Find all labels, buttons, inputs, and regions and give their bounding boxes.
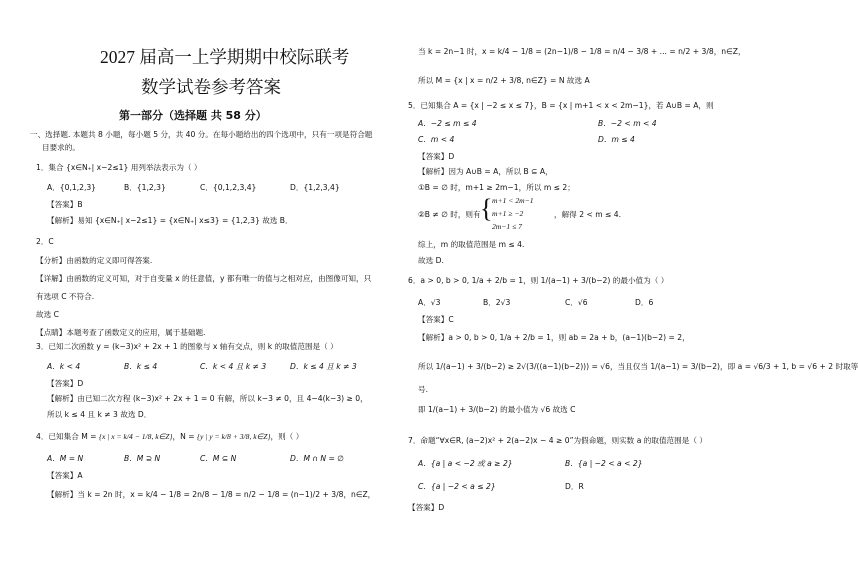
q2-conclusion: 故选 C [36,310,59,319]
q6-analysis-line-4: 即 1/(a−1) + 3/(b−2) 的最小值为 √6 故选 C [418,405,576,414]
q7-stem: 7．命题“∀x∈R, (a−2)x² + 2(a−2)x − 4 ≥ 0”为假命题，则实数 a 的取值范围是（ ） [408,436,707,445]
q2-xiangjie-line-2: 有选项 C 不符合. [36,292,95,301]
q6-option-b: B．2√3 [483,298,511,307]
q6-option-c: C．√6 [565,298,588,307]
q7-option-c: C．{a | −2 < a ≤ 2} [418,482,496,491]
q3-stem: 3．已知二次函数 y = (k−3)x² + 2x + 1 的图象与 x 轴有交点，则 k 的取值范围是（ ） [36,342,338,351]
q1-analysis: 【解析】易知 {x∈N₊| x−2≤1} = {x∈N₊| x≤3} = {1,2,3} 故选 B． [47,216,293,225]
q5-analysis-line-1: 【解析】因为 A∪B = A，所以 B ⊆ A， [418,167,553,176]
q6-option-d: D．6 [635,298,654,307]
q5-option-a: A．−2 ≤ m ≤ 4 [418,119,477,128]
q3-option-c: C．k < 4 且 k ≠ 3 [200,362,267,371]
q3-option-a: A．k < 4 [47,362,81,371]
q5-conclusion: 故选 D. [418,256,444,265]
q5-system-row-2: m+1 ≥ −2 [492,209,524,218]
q3-analysis-line-2: 所以 k ≤ 4 且 k ≠ 3 故选 D． [47,410,152,419]
q5-answer: 【答案】D [418,152,455,161]
q5-analysis-line-3: ②B ≠ ∅ 时，则有 [418,210,481,219]
q1-option-d: D．{1,2,3,4} [290,183,340,192]
q4-analysis: 【解析】当 k = 2n 时，x = k/4 − 1/8 = 2n/8 − 1/8 = n/2 − 1/8 = (n−1)/2 + 3/8，n∈Z， [47,490,376,499]
q6-option-a: A．√3 [418,298,441,307]
q5-system-row-3: 2m−1 ≤ 7 [492,222,522,231]
q4-option-a: A．M = N [47,454,84,463]
q5-system-row-1: m+1 < 2m−1 [492,196,534,205]
q2-stem: 2．C [36,237,54,246]
q1-answer: 【答案】B [47,200,83,209]
q6-stem: 6．a > 0, b > 0, 1/a + 2/b = 1，则 1/(a−1) + 3/(b−2) 的最小值为（ ） [408,276,669,285]
q6-answer: 【答案】C [418,315,454,324]
q7-option-d: D．R [565,482,584,491]
section-heading: 第一部分（选择题 共 58 分） [119,109,267,122]
document-subtitle: 数学试卷参考答案 [141,77,281,97]
q2-dianjing: 【点睛】本题考查了函数定义的应用，属于基础题. [36,328,206,337]
q1-option-a: A．{0,1,2,3} [47,183,97,192]
intro-line-1: 一、选择题. 本题共 8 小题，每小题 5 分，共 40 分。在每小题给出的四个选项中，只有一项是符合题 [30,130,373,139]
q6-analysis-line-2: 所以 1/(a−1) + 3/(b−2) ≥ 2√(3/((a−1)(b−2))) = √6，当且仅当 1/(a−1) = 3/(b−2)，即 a = √6/3 + 1, b = √6 + 2 时取等 [418,362,858,371]
q6-analysis-line-3: 号. [418,385,429,394]
q1-option-b: B．{1,2,3} [124,183,166,192]
q4-stem: 4．已知集合 M = {x | x = k/4 − 1/8, k∈Z}，N = {y | y = k/8 + 3/8, k∈Z}，则（ ） [36,432,304,441]
q3-answer: 【答案】D [47,379,84,388]
q4-set-n: {y | y = k/8 + 3/8, k∈Z} [196,432,271,441]
q4-answer: 【答案】A [47,471,83,480]
q2-xiangjie-line-1: 【详解】由函数的定义可知，对于自变量 x 的任意值，y 都有唯一的值与之相对应，由图像可知，只 [36,274,372,283]
q5-analysis-line-4: 综上，m 的取值范围是 m ≤ 4. [418,240,525,249]
q4-continued-line-2: 所以 M = {x | x = n/2 + 3/8, n∈Z} = N 故选 A [418,76,590,85]
q7-option-a: A．{a | a < −2 或 a ≥ 2} [418,459,513,468]
q4-continued-line-1: 当 k = 2n−1 时，x = k/4 − 1/8 = (2n−1)/8 − 1/8 = n/4 − 3/8 + ... = n/2 + 3/8，n∈Z， [418,47,746,56]
q5-option-b: B．−2 < m < 4 [598,119,657,128]
q6-analysis-line-1: 【解析】a > 0, b > 0, 1/a + 2/b = 1，则 ab = 2a + b，(a−1)(b−2) = 2， [418,333,690,342]
q5-stem: 5．已知集合 A = {x | −2 ≤ x ≤ 7}，B = {x | m+1 < x < 2m−1}，若 A∪B = A，则 [408,101,714,110]
q5-analysis-line-3b: ，解得 2 < m ≤ 4. [554,210,622,219]
document-title: 2027 届高一上学期期中校际联考 [100,47,350,67]
q5-system-brace: { [480,194,493,223]
q5-option-d: D．m ≤ 4 [598,135,635,144]
q4-option-c: C．M ⊆ N [200,454,237,463]
q7-answer: 【答案】D [408,503,445,512]
q2-fenxi: 【分析】由函数的定义即可得答案. [36,256,153,265]
q1-stem: 1．集合 {x∈N₊| x−2≤1} 用列举法表示为（ ） [36,163,202,172]
q3-option-b: B．k ≤ 4 [124,362,158,371]
q7-option-b: B．{a | −2 < a < 2} [565,459,643,468]
q5-option-c: C．m < 4 [418,135,455,144]
q3-analysis-line-1: 【解析】由已知二次方程 (k−3)x² + 2x + 1 = 0 有解，所以 k−3 ≠ 0，且 4−4(k−3) ≥ 0， [47,394,368,403]
q4-set-m: {x | x = k/4 − 1/8, k∈Z} [98,432,173,441]
q3-option-d: D．k ≤ 4 且 k ≠ 3 [290,362,357,371]
q5-analysis-line-2: ①B = ∅ 时，m+1 ≥ 2m−1，所以 m ≤ 2； [418,183,575,192]
q4-option-d: D．M ∩ N = ∅ [290,454,344,463]
q1-option-c: C．{0,1,2,3,4} [200,183,257,192]
intro-line-2: 目要求的。 [42,143,80,152]
q4-option-b: B．M ⊇ N [124,454,161,463]
